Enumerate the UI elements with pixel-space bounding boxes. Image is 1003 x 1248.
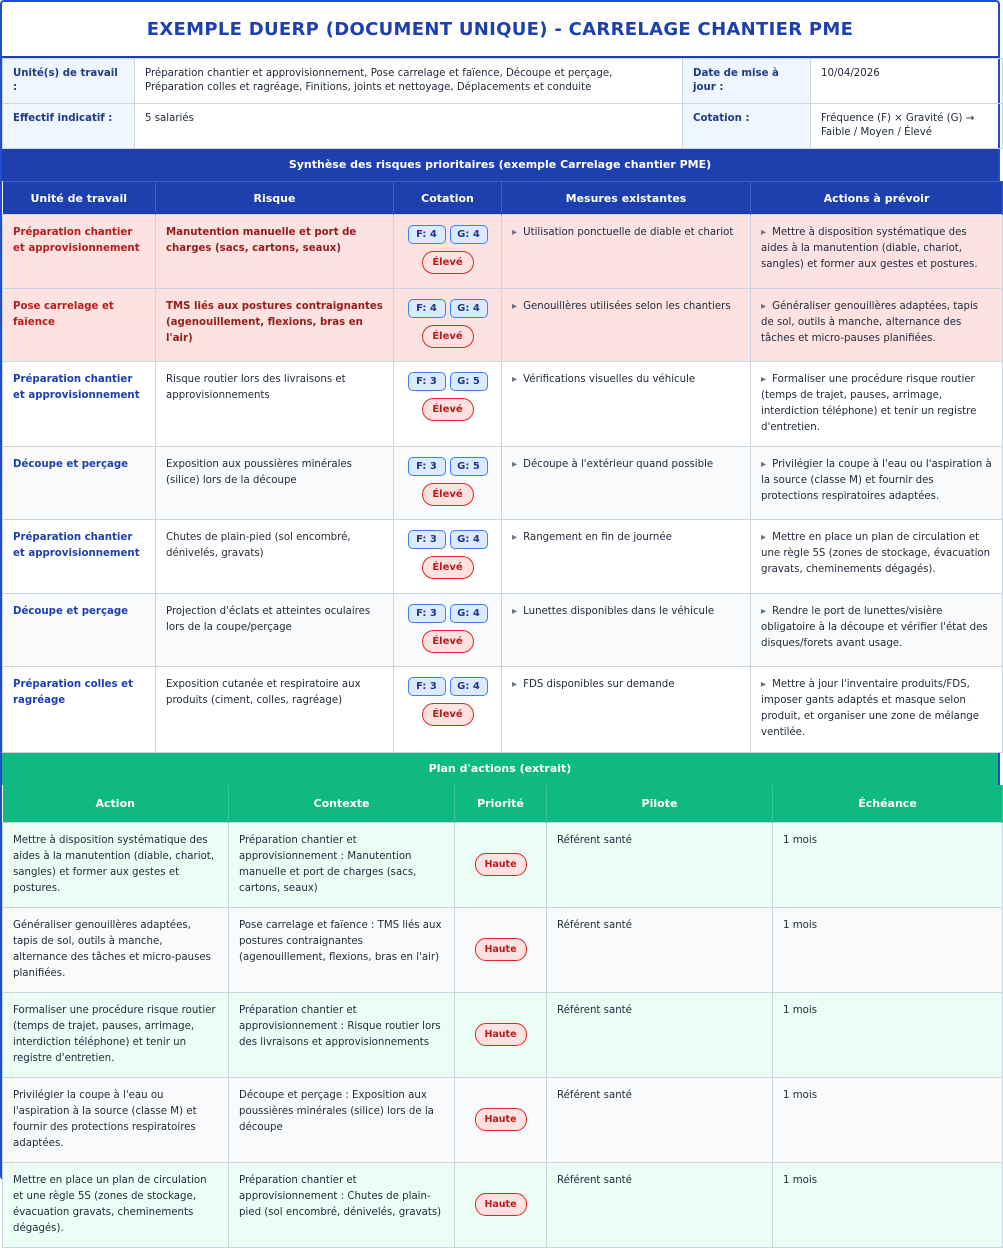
risk-row (3, 667, 1003, 753)
risk-header-unit: Unité de travail (3, 182, 156, 215)
plan-priority (455, 907, 547, 992)
risk-header-existing: Mesures existantes (502, 182, 751, 215)
plan-header-action: Action (3, 785, 229, 822)
level-badge: Élevé (422, 630, 474, 653)
risk-description: Exposition aux poussières minérales (silice) lors de la découpe (156, 447, 394, 520)
level-badge: Élevé (422, 483, 474, 506)
risk-unit: Pose carrelage et faïence (3, 289, 156, 362)
plan-row (3, 992, 1003, 1077)
cotation-value: Fréquence (F) × Gravité (G) → Faible / Moyen / Élevé (811, 104, 1003, 149)
gravity-badge: G: 4 (450, 299, 488, 318)
existing-measure: ▸ Utilisation ponctuelle de diable et chariot (502, 215, 751, 289)
document-title: EXEMPLE DUERP (DOCUMENT UNIQUE) - CARRELAGE CHANTIER PME (2, 2, 998, 58)
risk-description: Chutes de plain-pied (sol encombré, dénivelés, gravats) (156, 520, 394, 594)
frequency-badge: F: 4 (408, 299, 446, 318)
plan-action: Formaliser une procédure risque routier (temps de trajet, pauses, arrimage, interdiction téléphone) et tenir un registre d'entretien. (3, 992, 229, 1077)
risk-cotation (394, 594, 502, 667)
frequency-badge: F: 3 (408, 530, 446, 549)
plan-pilot: Référent santé (547, 907, 773, 992)
plan-action: Mettre à disposition systématique des aides à la manutention (diable, chariot, sangles) et former aux gestes et postures. (3, 822, 229, 907)
plan-row (3, 1077, 1003, 1162)
plan-due: 1 mois (773, 1162, 1003, 1247)
level-badge: Élevé (422, 398, 474, 421)
level-badge: Élevé (422, 556, 474, 579)
plan-context: Découpe et perçage : Exposition aux poussières minérales (silice) lors de la découpe (229, 1077, 455, 1162)
plan-row (3, 907, 1003, 992)
existing-measure: ▸ Genouillères utilisées selon les chantiers (502, 289, 751, 362)
risk-cotation (394, 520, 502, 594)
risk-row (3, 447, 1003, 520)
risk-row (3, 215, 1003, 289)
planned-action: ▸ Mettre à jour l'inventaire produits/FDS, imposer gants adaptés et masque selon produit, et organiser une zone de mélange ventilée. (751, 667, 1003, 753)
level-badge: Élevé (422, 251, 474, 274)
priority-badge: Haute (475, 1023, 527, 1046)
plan-due: 1 mois (773, 907, 1003, 992)
plan-pilot: Référent santé (547, 1077, 773, 1162)
plan-pilot: Référent santé (547, 1162, 773, 1247)
gravity-badge: G: 4 (450, 677, 488, 696)
plan-row (3, 1162, 1003, 1247)
risk-cotation (394, 447, 502, 520)
plan-due: 1 mois (773, 992, 1003, 1077)
planned-action: ▸ Rendre le port de lunettes/visière obligatoire à la découpe et vérifier l'état des disques/forets avant usage. (751, 594, 1003, 667)
date-label: Date de mise à jour : (683, 59, 811, 104)
meta-table (2, 58, 1003, 149)
gravity-badge: G: 4 (450, 530, 488, 549)
risk-cotation (394, 667, 502, 753)
existing-measure: ▸ Lunettes disponibles dans le véhicule (502, 594, 751, 667)
frequency-badge: F: 4 (408, 225, 446, 244)
units-label: Unité(s) de travail : (3, 59, 135, 104)
plan-due: 1 mois (773, 1077, 1003, 1162)
priority-badge: Haute (475, 853, 527, 876)
plan-header-due: Échéance (773, 785, 1003, 822)
risk-header-risk: Risque (156, 182, 394, 215)
plan-priority (455, 1162, 547, 1247)
plan-header-pilot: Pilote (547, 785, 773, 822)
risk-row (3, 594, 1003, 667)
risk-table (2, 181, 1003, 753)
risk-unit: Découpe et perçage (3, 594, 156, 667)
plan-action: Mettre en place un plan de circulation et une règle 5S (zones de stockage, évacuation gravats, cheminements dégagés). (3, 1162, 229, 1247)
level-badge: Élevé (422, 325, 474, 348)
risk-cotation (394, 362, 502, 447)
action-plan-table (2, 785, 1003, 1248)
plan-context: Pose carrelage et faïence : TMS liés aux postures contraignantes (agenouillement, flexions, bras en l'air) (229, 907, 455, 992)
existing-measure: ▸ Découpe à l'extérieur quand possible (502, 447, 751, 520)
frequency-badge: F: 3 (408, 372, 446, 391)
risk-header-cotation: Cotation (394, 182, 502, 215)
gravity-badge: G: 5 (450, 372, 488, 391)
risk-unit: Découpe et perçage (3, 447, 156, 520)
plan-context: Préparation chantier et approvisionnement : Risque routier lors des livraisons et approvisionnements (229, 992, 455, 1077)
risk-row (3, 520, 1003, 594)
risk-unit: Préparation chantier et approvisionnement (3, 362, 156, 447)
priority-badge: Haute (475, 1108, 527, 1131)
plan-context: Préparation chantier et approvisionnement : Chutes de plain-pied (sol encombré, dénivelés, gravats) (229, 1162, 455, 1247)
planned-action: ▸ Mettre en place un plan de circulation et une règle 5S (zones de stockage, évacuation gravats, cheminements dégagés). (751, 520, 1003, 594)
gravity-badge: G: 4 (450, 225, 488, 244)
planned-action: ▸ Généraliser genouillères adaptées, tapis de sol, outils à manche, alternance des tâches et micro-pauses planifiées. (751, 289, 1003, 362)
plan-priority (455, 822, 547, 907)
existing-measure: ▸ Rangement en fin de journée (502, 520, 751, 594)
plan-context: Préparation chantier et approvisionnement : Manutention manuelle et port de charges (sacs, cartons, seaux) (229, 822, 455, 907)
risk-row (3, 362, 1003, 447)
staff-label: Effectif indicatif : (3, 104, 135, 149)
date-value: 10/04/2026 (811, 59, 1003, 104)
risk-header-actions: Actions à prévoir (751, 182, 1003, 215)
risk-unit: Préparation chantier et approvisionnement (3, 215, 156, 289)
staff-value: 5 salariés (135, 104, 683, 149)
plan-priority (455, 992, 547, 1077)
level-badge: Élevé (422, 703, 474, 726)
plan-pilot: Référent santé (547, 992, 773, 1077)
planned-action: ▸ Mettre à disposition systématique des aides à la manutention (diable, chariot, sangles) et former aux gestes et postures. (751, 215, 1003, 289)
plan-action: Généraliser genouillères adaptées, tapis de sol, outils à manche, alternance des tâches et micro-pauses planifiées. (3, 907, 229, 992)
units-value: Préparation chantier et approvisionnement, Pose carrelage et faïence, Découpe et perçage, Préparation colles et ragréage, Finitions, joints et nettoyage, Déplacements et conduite (135, 59, 683, 104)
gravity-badge: G: 5 (450, 457, 488, 476)
frequency-badge: F: 3 (408, 457, 446, 476)
priority-badge: Haute (475, 938, 527, 961)
plan-priority (455, 1077, 547, 1162)
gravity-badge: G: 4 (450, 604, 488, 623)
risk-description: Projection d'éclats et atteintes oculaires lors de la coupe/perçage (156, 594, 394, 667)
cotation-label: Cotation : (683, 104, 811, 149)
risk-cotation (394, 215, 502, 289)
plan-due: 1 mois (773, 822, 1003, 907)
frequency-badge: F: 3 (408, 677, 446, 696)
planned-action: ▸ Privilégier la coupe à l'eau ou l'aspiration à la source (classe M) et fournir des protections respiratoires adaptées. (751, 447, 1003, 520)
risk-row (3, 289, 1003, 362)
risk-description: Exposition cutanée et respiratoire aux produits (ciment, colles, ragréage) (156, 667, 394, 753)
plan-action: Privilégier la coupe à l'eau ou l'aspiration à la source (classe M) et fournir des protections respiratoires adaptées. (3, 1077, 229, 1162)
plan-header-priority: Priorité (455, 785, 547, 822)
risk-description: Manutention manuelle et port de charges (sacs, cartons, seaux) (156, 215, 394, 289)
plan-pilot: Référent santé (547, 822, 773, 907)
risk-description: TMS liés aux postures contraignantes (agenouillement, flexions, bras en l'air) (156, 289, 394, 362)
existing-measure: ▸ Vérifications visuelles du véhicule (502, 362, 751, 447)
frequency-badge: F: 3 (408, 604, 446, 623)
planned-action: ▸ Formaliser une procédure risque routier (temps de trajet, pauses, arrimage, interdiction téléphone) et tenir un registre d'entretien. (751, 362, 1003, 447)
plan-row (3, 822, 1003, 907)
priority-badge: Haute (475, 1193, 527, 1216)
risk-section-title: Synthèse des risques prioritaires (exemple Carrelage chantier PME) (2, 149, 998, 181)
risk-unit: Préparation chantier et approvisionnement (3, 520, 156, 594)
risk-unit: Préparation colles et ragréage (3, 667, 156, 753)
plan-section-title: Plan d'actions (extrait) (2, 753, 998, 785)
risk-description: Risque routier lors des livraisons et approvisionnements (156, 362, 394, 447)
risk-cotation (394, 289, 502, 362)
existing-measure: ▸ FDS disponibles sur demande (502, 667, 751, 753)
plan-header-context: Contexte (229, 785, 455, 822)
